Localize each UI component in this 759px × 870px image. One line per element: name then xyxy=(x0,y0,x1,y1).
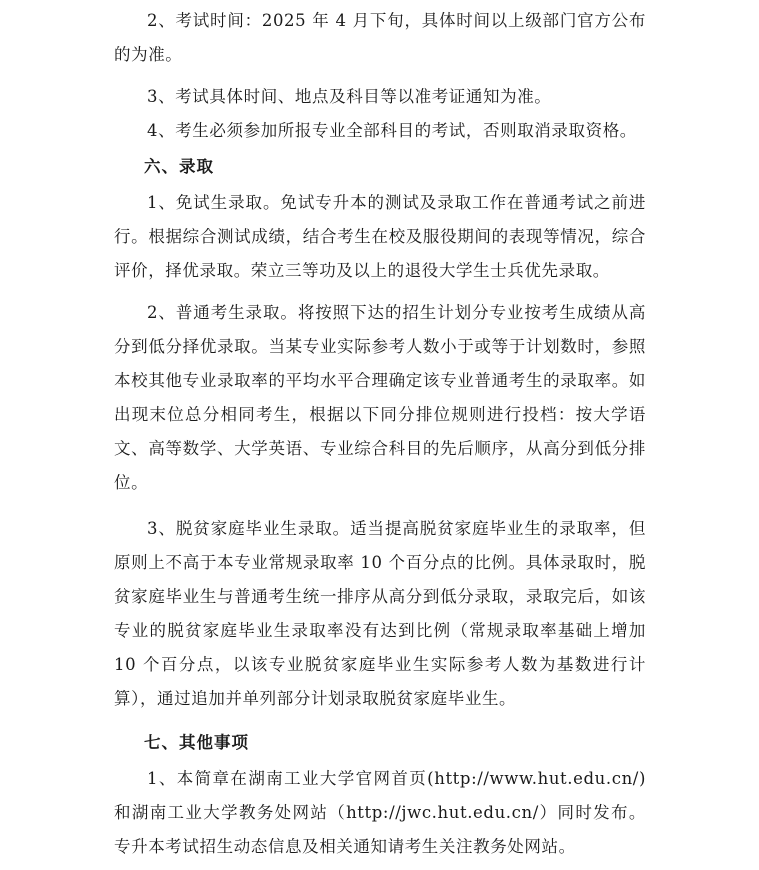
paragraph-exempt-admission: 1、免试生录取。免试专升本的测试及录取工作在普通考试之前进行。根据综合测试成绩，结合考生在校及服役期间的表现等情况，综合评价，择优录取。荣立三等功及以上的退役大学生士兵优先录取。 xyxy=(114,193,646,280)
paragraph-poverty-admission: 3、脱贫家庭毕业生录取。适当提高脱贫家庭毕业生的录取率，但原则上不高于本专业常规录取率 10 个百分点的比例。具体录取时，脱贫家庭毕业生与普通考生统一排序从高分到低分录取，录取完后，如该专业的脱贫家庭毕业生录取率没有达到比例（常规录取率基础上增加 10 个百分点，以该专业脱贫家庭毕业生实际参考人数为基数进行计算），通过追加并单列部分计划录取脱贫家庭毕业生。 xyxy=(114,519,646,708)
paragraph-publication-notice: 1、本简章在湖南工业大学官网首页(http://www.hut.edu.cn/)和湖南工业大学教务处网站（http://jwc.hut.edu.cn/）同时发布。专升本考试招生动态信息及相关通知请考生关注教务处网站。 xyxy=(114,769,646,856)
paragraph-general-admission: 2、普通考生录取。将按照下达的招生计划分专业按考生成绩从高分到低分择优录取。当某专业实际参考人数小于或等于计划数时，参照本校其他专业录取率的平均水平合理确定该专业普通考生的录取率。如出现末位总分相同考生，根据以下同分排位规则进行投档：按大学语文、高等数学、大学英语、专业综合科目的先后顺序，从高分到低分排位。 xyxy=(114,303,646,492)
section-heading-other-matters: 七、其他事项 xyxy=(144,733,249,752)
section-heading-admission: 六、录取 xyxy=(144,157,214,176)
paragraph-exam-details: 3、考试具体时间、地点及科目等以准考证通知为准。 xyxy=(147,87,552,106)
paragraph-exam-all-subjects: 4、考生必须参加所报专业全部科目的考试，否则取消录取资格。 xyxy=(147,121,637,140)
paragraph-exam-time: 2、考试时间：2025 年 4 月下旬，具体时间以上级部门官方公布的为准。 xyxy=(114,11,646,64)
